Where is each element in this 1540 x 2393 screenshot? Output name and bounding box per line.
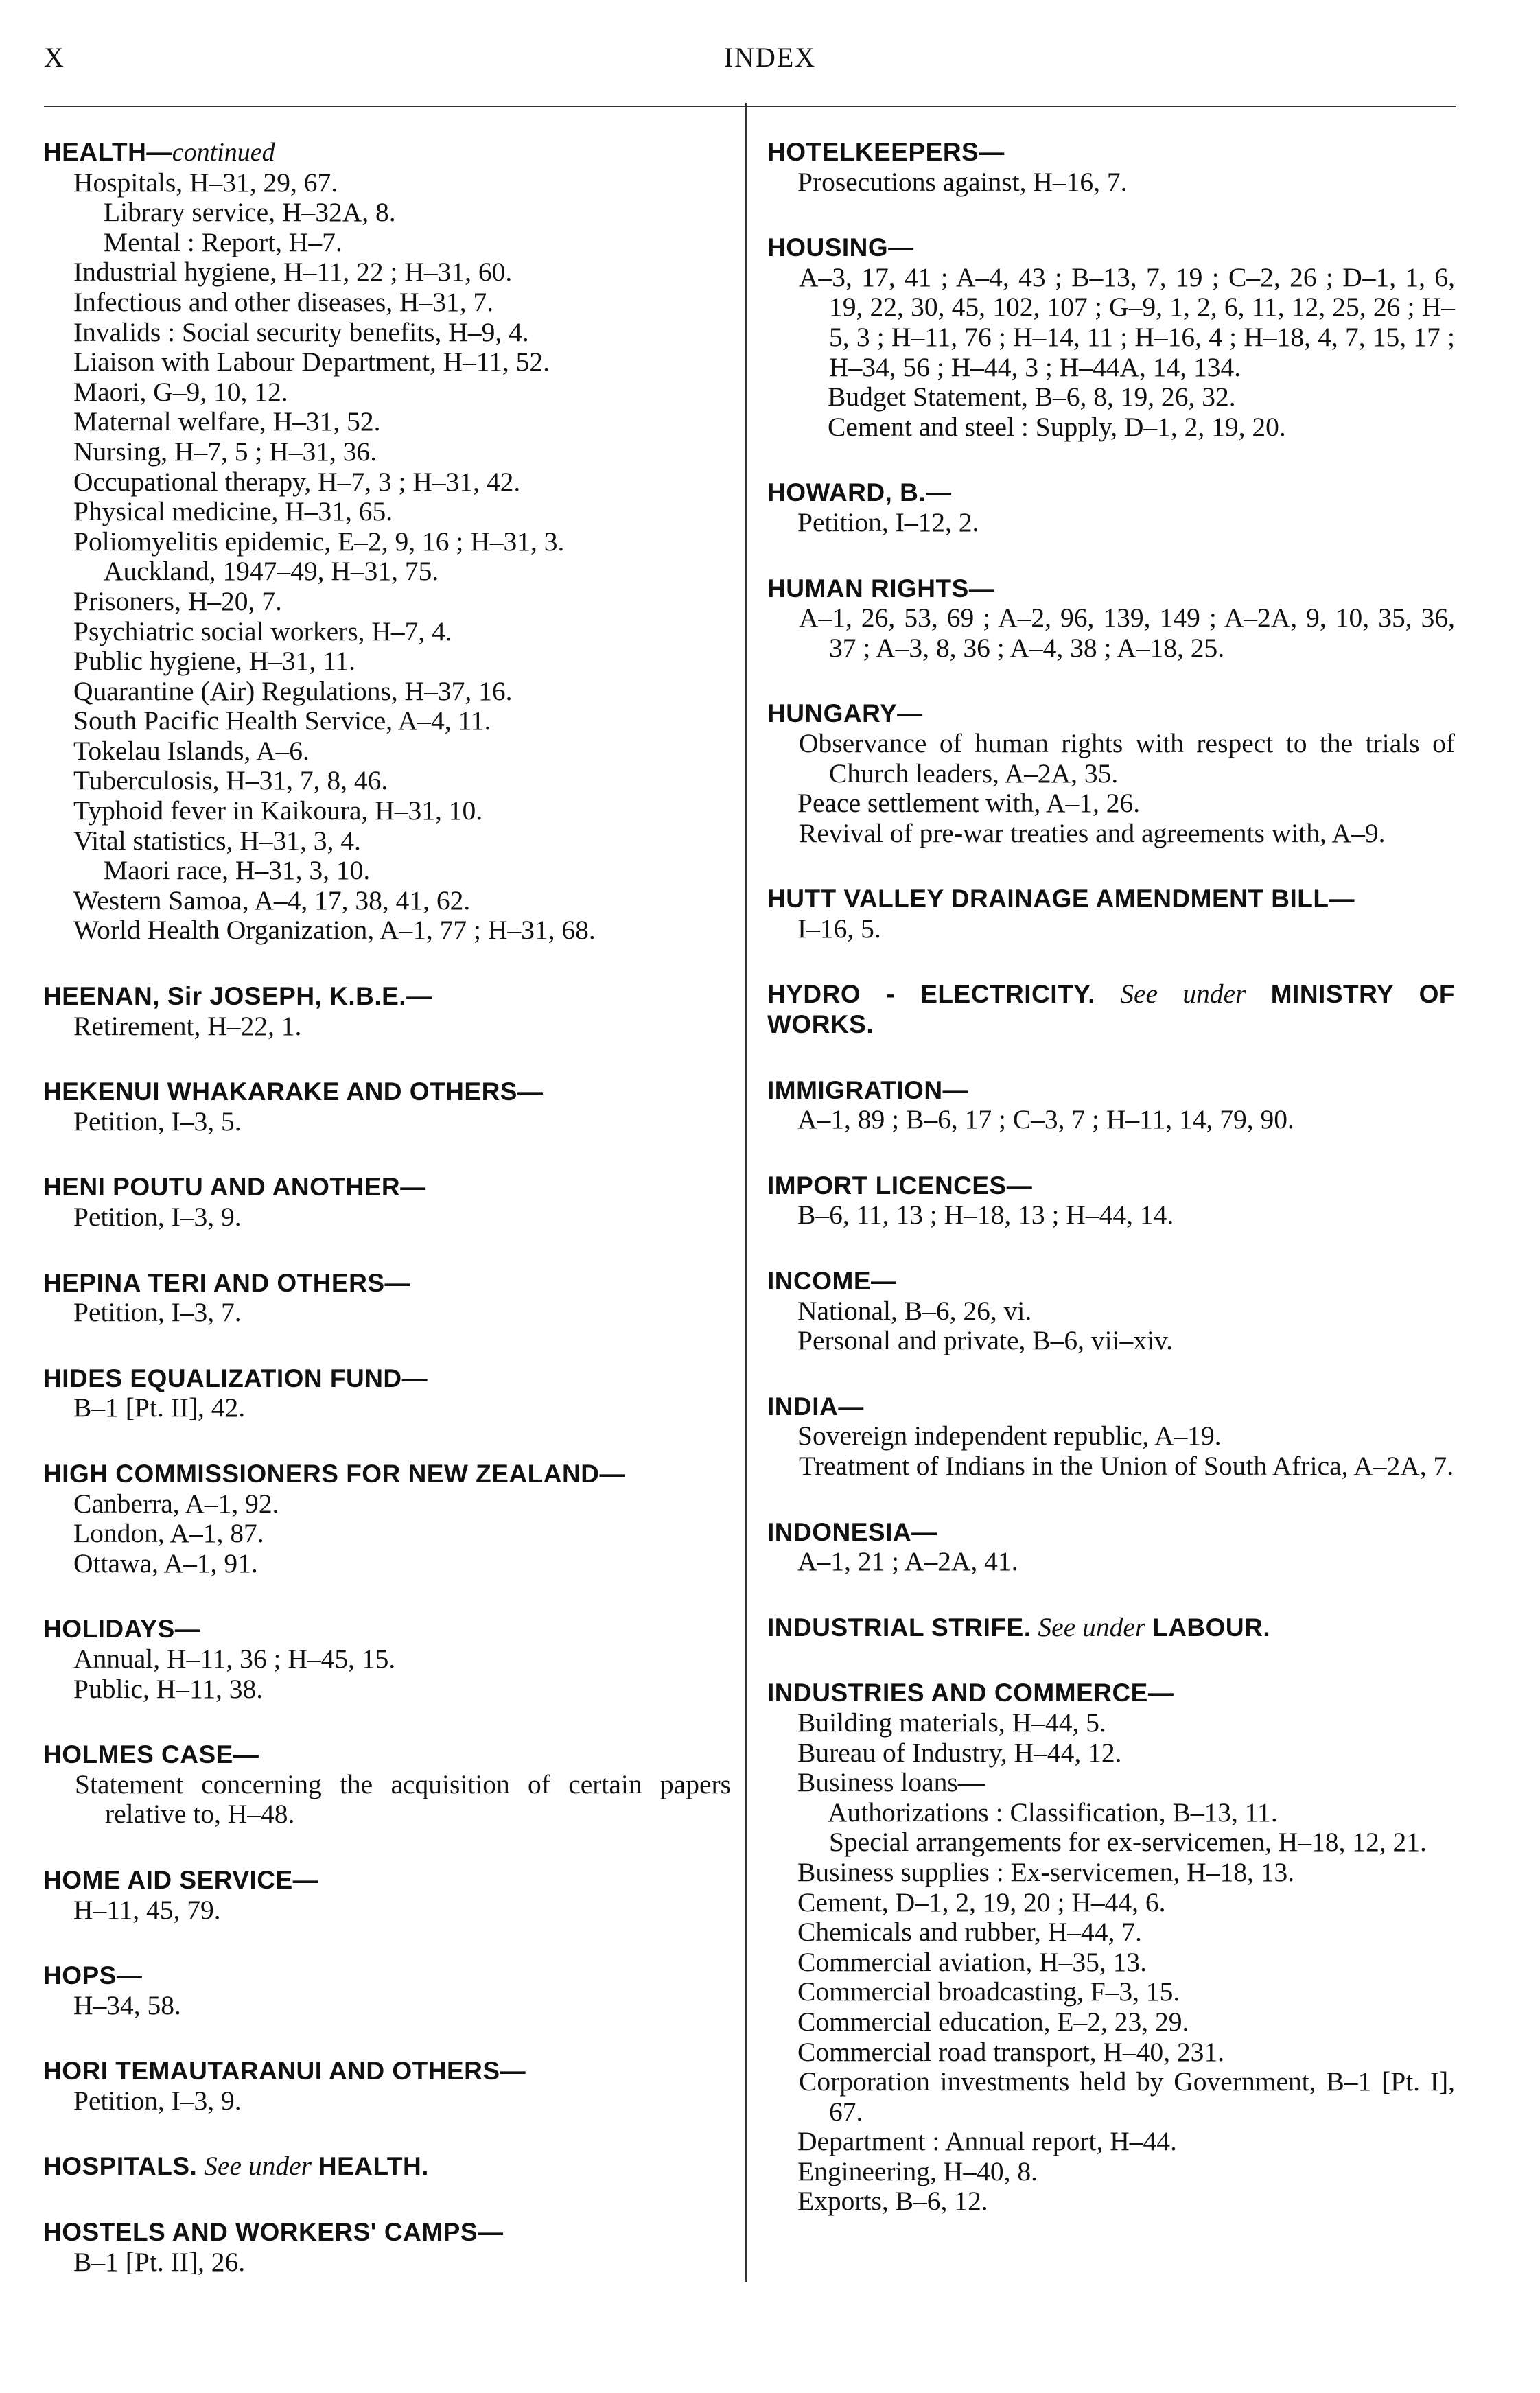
left-column	[43, 137, 731, 2313]
entry-heading: HORI TEMAUTARANUI AND OTHERS—	[43, 2057, 526, 2086]
entry-heading: HOPS—	[43, 1961, 143, 1990]
entry-reference-line: National, B–6, 26, vi.	[797, 1295, 1032, 1326]
index-entry-import-licences	[767, 1171, 1455, 1230]
entry-reference-line: Public, H–11, 38.	[73, 1673, 264, 1704]
entry-heading: HOWARD, B.—	[767, 478, 952, 507]
index-entry-health	[43, 137, 731, 946]
entry-reference-line: Retirement, H–22, 1.	[73, 1010, 302, 1041]
index-entry-human-rights	[767, 574, 1455, 664]
see-under-target: MINISTRY OF WORKS.	[767, 980, 1455, 1039]
index-entry-immigration	[767, 1075, 1455, 1135]
entry-heading-row	[767, 233, 1455, 263]
entry-heading: HUNGARY—	[767, 699, 923, 728]
entry-reference-line: Cement and steel : Supply, D–1, 2, 19, 20.	[828, 411, 1286, 442]
entry-heading: HEALTH—	[43, 138, 172, 166]
entry-reference-line: Cement, D–1, 2, 19, 20 ; H–44, 6.	[797, 1887, 1166, 1917]
entry-reference-line: Business supplies : Ex-servicemen, H–18, 13.	[797, 1856, 1295, 1887]
entry-heading-row	[43, 1614, 731, 1644]
entry-heading: HYDRO - ELECTRICITY.	[767, 980, 1095, 1009]
index-entry-hotelkeepers	[767, 137, 1455, 197]
index-entry-hospitals	[43, 2151, 731, 2182]
entry-heading-row	[767, 1171, 1455, 1201]
entry-reference-line: Personal and private, B–6, vii–xiv.	[797, 1325, 1174, 1356]
entry-reference-line: Corporation investments held by Government, B–1 [Pt. I], 67.	[799, 2066, 1455, 2127]
entry-reference-line: Statement concerning the acquisition of certain papers relative to, H–48.	[75, 1769, 731, 1830]
entry-reference-line: Mental : Report, H–7.	[104, 226, 342, 257]
entry-heading: HOME AID SERVICE—	[43, 1865, 319, 1894]
entry-heading-row	[767, 574, 1455, 604]
entry-heading-row	[43, 1961, 731, 1991]
entry-heading-row	[43, 2217, 731, 2248]
entry-heading-row	[767, 1613, 1455, 1643]
heading-continued: continued	[172, 138, 275, 167]
entry-reference-line: Ottawa, A–1, 91.	[73, 1548, 258, 1578]
entry-heading: HEKENUI WHAKARAKE AND OTHERS—	[43, 1077, 544, 1106]
index-entry-hekenui-whakarake-and-others	[43, 1077, 731, 1136]
entry-reference-line: Petition, I–3, 5.	[73, 1106, 242, 1136]
entry-reference-line: Commercial broadcasting, F–3, 15.	[797, 1976, 1180, 2007]
entry-reference-line: Treatment of Indians in the Union of South Africa, A–2A, 7.	[799, 1451, 1454, 1481]
page-number: X	[44, 42, 64, 73]
entry-heading: HOLIDAYS—	[43, 1615, 201, 1644]
index-entry-holidays	[43, 1614, 731, 1704]
entry-reference-line: Special arrangements for ex-servicemen, H–18, 12, 21.	[829, 1827, 1427, 1858]
entry-heading-row	[767, 1517, 1455, 1548]
entry-heading-row	[43, 1740, 731, 1770]
entry-heading-row	[767, 1266, 1455, 1296]
entry-reference-line: World Health Organization, A–1, 77 ; H–31, 68.	[73, 915, 596, 946]
entry-heading-row	[767, 1075, 1455, 1106]
entry-reference-line: Revival of pre-war treaties and agreements with, A–9.	[799, 817, 1386, 848]
entry-heading: INDONESIA—	[767, 1517, 937, 1546]
entry-reference-line: Typhoid fever in Kaikoura, H–31, 10.	[73, 795, 483, 826]
entry-reference-line: B–1 [Pt. II], 26.	[73, 2246, 246, 2277]
entry-heading: INDUSTRIAL STRIFE.	[767, 1613, 1031, 1642]
index-entry-hepina-teri-and-others	[43, 1268, 731, 1328]
entry-heading-row	[767, 478, 1455, 508]
entry-reference-line: Building materials, H–44, 5.	[797, 1707, 1106, 1738]
entry-heading: HOSTELS AND WORKERS' CAMPS—	[43, 2218, 504, 2247]
entry-heading-row	[43, 1077, 731, 1107]
entry-reference-line: Annual, H–11, 36 ; H–45, 15.	[73, 1643, 396, 1674]
entry-reference-line: Public hygiene, H–31, 11.	[73, 646, 356, 677]
see-under-target: LABOUR.	[1152, 1613, 1271, 1642]
entry-heading-row	[43, 2056, 731, 2086]
entry-reference-line: Maori race, H–31, 3, 10.	[104, 855, 371, 886]
index-entry-home-aid-service	[43, 1865, 731, 1925]
index-entry-hori-temautaranui-and-others	[43, 2056, 731, 2116]
entry-reference-line: Physical medicine, H–31, 65.	[73, 496, 393, 527]
entry-reference-line: Petition, I–3, 9.	[73, 2085, 242, 2116]
entry-reference-line: A–3, 17, 41 ; A–4, 43 ; B–13, 7, 19 ; C–2, 26 ; D–1, 1, 6, 19, 22, 30, 45, 102, 107 ; G–9, 1, 2, 6, 11, 12, 25, 26 ; H–5, 3 ; H–11, 76 ; H–14, 11 ; H–16, 4 ; H–18, 4, 7, 15, 17 ; H–34, 56 ; H–44, 3 ; H–44A, 14, 134.	[799, 261, 1455, 382]
entry-heading-row	[767, 1678, 1455, 1708]
entry-heading-row	[43, 1364, 731, 1394]
entry-heading-row	[43, 137, 731, 168]
entry-reference-line: Invalids : Social security benefits, H–9, 4.	[73, 316, 529, 347]
entry-reference-line: Department : Annual report, H–44.	[797, 2126, 1177, 2157]
entry-reference-line: Commercial aviation, H–35, 13.	[797, 1946, 1147, 1977]
entry-reference-line: London, A–1, 87.	[73, 1518, 264, 1549]
index-entry-housing	[767, 233, 1455, 442]
entry-reference-line: Peace settlement with, A–1, 26.	[797, 788, 1141, 819]
entry-heading: HENI POUTU AND ANOTHER—	[43, 1173, 426, 1202]
index-entry-hutt-valley-drainage-amendment-bill	[767, 884, 1455, 944]
index-entry-hungary	[767, 699, 1455, 848]
entry-reference-line: Vital statistics, H–31, 3, 4.	[73, 825, 361, 856]
entry-heading: HEPINA TERI AND OTHERS—	[43, 1268, 411, 1297]
index-entry-heni-poutu-and-another	[43, 1172, 731, 1232]
entry-reference-line: Maori, G–9, 10, 12.	[73, 376, 288, 407]
entry-heading-row	[43, 981, 731, 1012]
entry-reference-line: Tokelau Islands, A–6.	[73, 735, 310, 766]
entry-reference-line: Authorizations : Classification, B–13, 11.	[828, 1797, 1278, 1828]
page-header	[41, 41, 1499, 89]
entry-heading-row	[43, 2151, 731, 2182]
entry-reference-line: Nursing, H–7, 5 ; H–31, 36.	[73, 436, 377, 467]
entry-reference-line: Liaison with Labour Department, H–11, 52.	[73, 347, 550, 377]
entry-heading-row	[43, 1459, 731, 1489]
entry-heading-row	[767, 979, 1455, 1039]
entry-reference-line: A–1, 21 ; A–2A, 41.	[797, 1546, 1018, 1577]
entry-heading-row	[767, 884, 1455, 914]
entry-reference-line: Engineering, H–40, 8.	[797, 2156, 1038, 2186]
entry-reference-line: Chemicals and rubber, H–44, 7.	[797, 1917, 1142, 1948]
index-entry-hostels-and-workers-camps	[43, 2217, 731, 2277]
entry-reference-line: Occupational therapy, H–7, 3 ; H–31, 42.	[73, 466, 521, 497]
entry-heading: HIGH COMMISSIONERS FOR NEW ZEALAND—	[43, 1459, 625, 1488]
entry-reference-line: A–1, 26, 53, 69 ; A–2, 96, 139, 149 ; A–2A, 9, 10, 35, 36, 37 ; A–3, 8, 36 ; A–4, 38 ; A–18, 25.	[799, 603, 1455, 663]
entry-reference-line: Exports, B–6, 12.	[797, 2186, 988, 2217]
entry-heading: INDUSTRIES AND COMMERCE—	[767, 1679, 1174, 1707]
entry-reference-line: Poliomyelitis epidemic, E–2, 9, 16 ; H–31, 3.	[73, 526, 565, 557]
index-entry-hops	[43, 1961, 731, 2020]
column-divider	[745, 103, 747, 2282]
entry-reference-line: Psychiatric social workers, H–7, 4.	[73, 616, 452, 646]
entry-reference-line: Sovereign independent republic, A–19.	[797, 1421, 1222, 1451]
entry-reference-line: Library service, H–32A, 8.	[104, 197, 396, 228]
entry-heading: HOSPITALS.	[43, 2152, 198, 2181]
entry-reference-line: H–11, 45, 79.	[73, 1894, 221, 1925]
entry-reference-line: H–34, 58.	[73, 1989, 181, 2020]
entry-heading-row	[43, 1172, 731, 1202]
entry-heading: IMMIGRATION—	[767, 1075, 969, 1104]
index-entry-howard-b	[767, 478, 1455, 537]
entry-heading-row	[43, 1268, 731, 1298]
entry-heading: HOUSING—	[767, 233, 914, 262]
entry-heading: INCOME—	[767, 1267, 897, 1296]
index-entry-hides-equalization-fund	[43, 1364, 731, 1423]
entry-reference-line: Western Samoa, A–4, 17, 38, 41, 62.	[73, 885, 471, 915]
index-entry-indonesia	[767, 1517, 1455, 1577]
index-entry-india	[767, 1392, 1455, 1482]
entry-heading: HUMAN RIGHTS—	[767, 574, 995, 603]
entry-reference-line: Industrial hygiene, H–11, 22 ; H–31, 60.	[73, 257, 513, 288]
entry-heading-row	[767, 699, 1455, 729]
entry-reference-line: Hospitals, H–31, 29, 67.	[73, 167, 338, 198]
entry-reference-line: B–1 [Pt. II], 42.	[73, 1392, 246, 1423]
entry-reference-line: Infectious and other diseases, H–31, 7.	[73, 286, 494, 317]
index-entry-holmes-case	[43, 1740, 731, 1830]
index-entry-high-commissioners-for-new-zealand	[43, 1459, 731, 1578]
entry-heading: INDIA—	[767, 1392, 864, 1421]
entry-heading-row	[767, 1392, 1455, 1422]
entry-reference-line: Observance of human rights with respect to the trials of Church leaders, A–2A, 35.	[799, 727, 1455, 789]
entry-reference-line: Tuberculosis, H–31, 7, 8, 46.	[73, 765, 388, 796]
entry-reference-line: Commercial road transport, H–40, 231.	[797, 2036, 1224, 2067]
index-entry-industrial-strife	[767, 1613, 1455, 1643]
entry-heading: HUTT VALLEY DRAINAGE AMENDMENT BILL—	[767, 885, 1355, 913]
index-entry-heenan-sir-joseph-k-b-e	[43, 981, 731, 1041]
index-entry-income	[767, 1266, 1455, 1356]
entry-reference-line: Budget Statement, B–6, 8, 19, 26, 32.	[828, 382, 1236, 412]
entry-reference-line: Commercial education, E–2, 23, 29.	[797, 2006, 1189, 2037]
entry-reference-line: Maternal welfare, H–31, 52.	[73, 406, 381, 437]
entry-heading: HOTELKEEPERS—	[767, 138, 1005, 166]
entry-reference-line: B–6, 11, 13 ; H–18, 13 ; H–44, 14.	[797, 1200, 1174, 1230]
entry-reference-line: Prosecutions against, H–16, 7.	[797, 166, 1128, 197]
entry-heading-row	[767, 137, 1455, 167]
entry-heading-row	[43, 1865, 731, 1895]
entry-reference-line: Prisoners, H–20, 7.	[73, 585, 282, 616]
entry-reference-line: Petition, I–12, 2.	[797, 506, 979, 537]
entry-heading: IMPORT LICENCES—	[767, 1171, 1033, 1200]
entry-reference-line: Canberra, A–1, 92.	[73, 1488, 279, 1519]
index-entry-industries-and-commerce	[767, 1678, 1455, 2217]
entry-heading: HEENAN, Sir JOSEPH, K.B.E.—	[43, 982, 432, 1011]
see-under-target: HEALTH.	[318, 2152, 429, 2181]
see-under-label: See under	[1038, 1611, 1146, 1642]
entry-reference-line: Petition, I–3, 9.	[73, 1202, 242, 1232]
entry-reference-line: Bureau of Industry, H–44, 12.	[797, 1737, 1122, 1768]
entry-reference-line: Business loans—	[797, 1767, 985, 1798]
entry-reference-line: Petition, I–3, 7.	[73, 1297, 242, 1328]
see-under-label: See under	[204, 2151, 312, 2182]
entry-reference-line: Quarantine (Air) Regulations, H–37, 16.	[73, 675, 513, 706]
entry-reference-line: South Pacific Health Service, A–4, 11.	[73, 705, 491, 736]
header-rule	[44, 106, 1456, 107]
entry-heading: HIDES EQUALIZATION FUND—	[43, 1364, 428, 1392]
entry-reference-line: Auckland, 1947–49, H–31, 75.	[104, 556, 439, 587]
right-column	[767, 137, 1455, 2252]
see-under-label: See under	[1120, 979, 1246, 1009]
entry-heading: HOLMES CASE—	[43, 1740, 259, 1769]
index-entry-hydro-electricity	[767, 979, 1455, 1039]
page-title: INDEX	[723, 42, 817, 73]
entry-reference-line: A–1, 89 ; B–6, 17 ; C–3, 7 ; H–11, 14, 79, 90.	[797, 1104, 1294, 1135]
entry-reference-line: I–16, 5.	[797, 913, 881, 944]
